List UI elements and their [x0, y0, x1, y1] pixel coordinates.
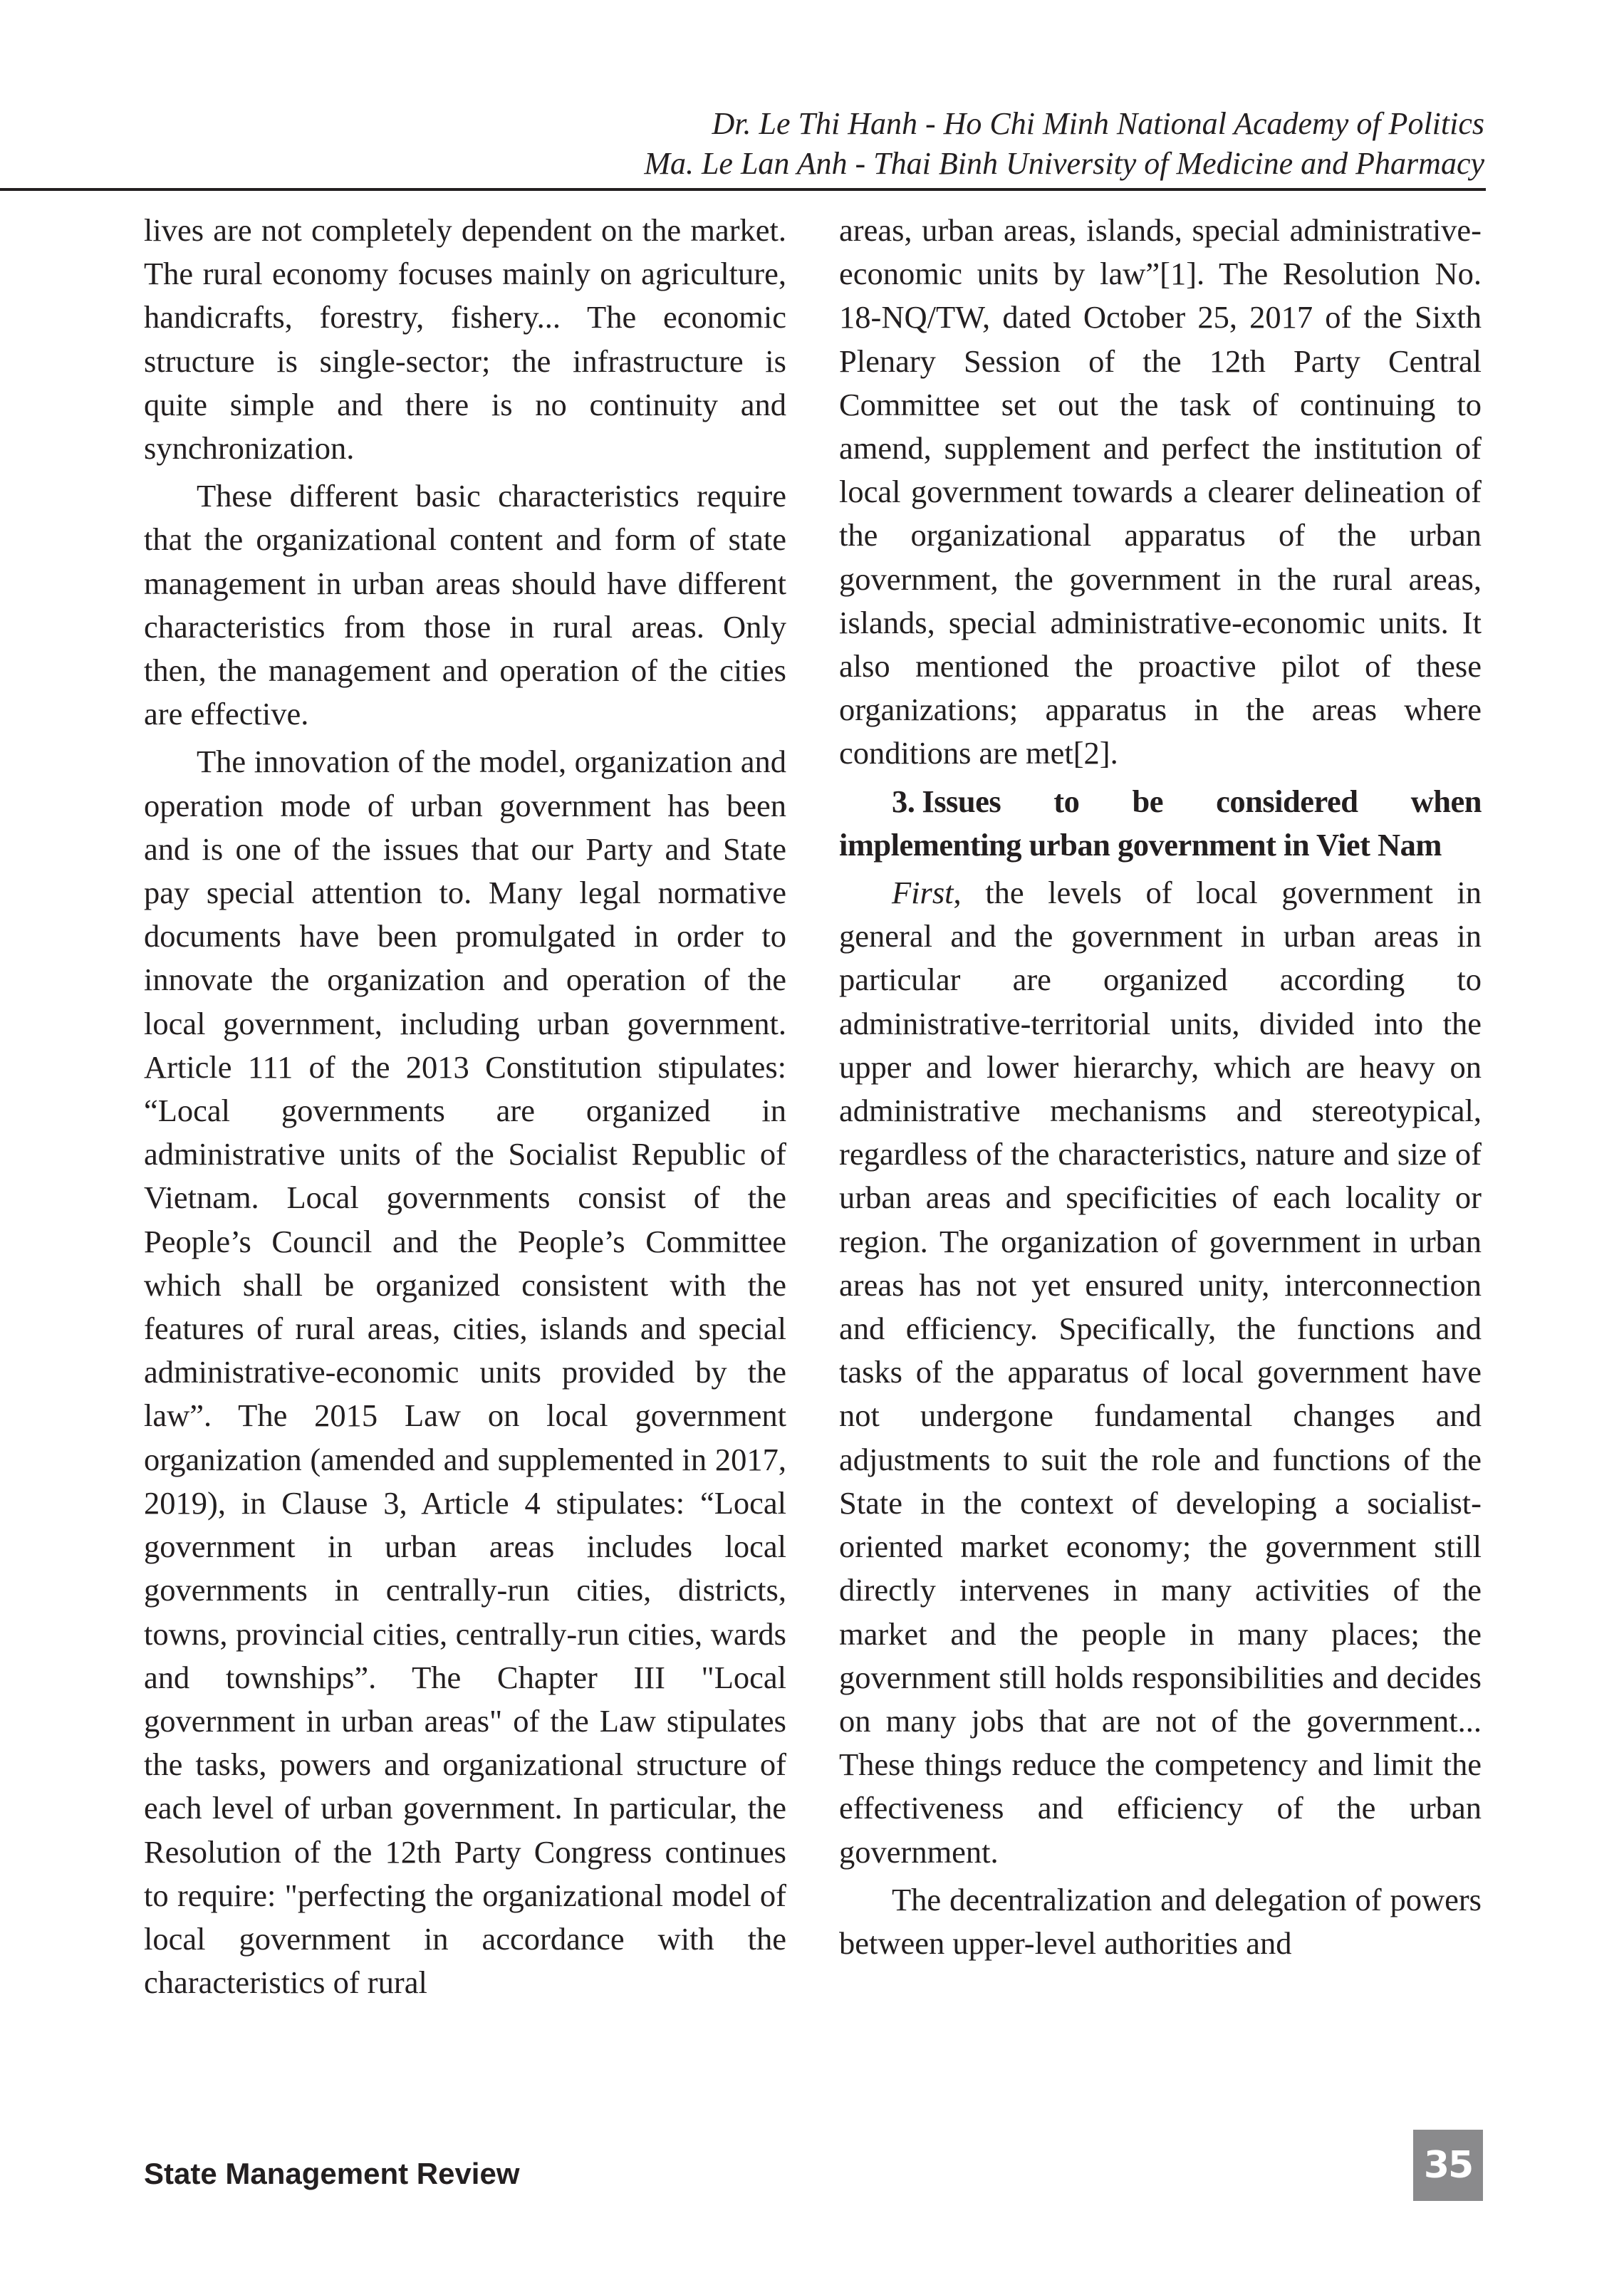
paragraph: The innovation of the model, organization and operation mode of urban government has been and is one of the issues that our Party and State pay special attention to. Many legal normative documents have been promulgated in order to innovate the organization and operation of the local government, including urban government. Article 111 of the 2013 Constitution stipulates: “Local governments are organized in administrative units of the Socialist Republic of Vietnam. Local governments consist of the People’s Council and the People’s Committee which shall be organized consistent with the features of rural areas, cities, islands and special administrative-economic units provided by the law”. The 2015 Law on local government organization (amended and supplemented in 2017, 2019), in Clause 3, Article 4 stipulates: “Local government in urban areas includes local governments in centrally-run cities, districts, towns, provincial cities, centrally-run cities, wards and townships”. The Chapter III "Local government in urban areas" of the Law stipulates the tasks, powers and organizational structure of each level of urban government. In particular, the Resolution of the 12th Party Congress continues to require: "perfecting the organizational model of local government in accordance with the characteristics of rural — [144, 744, 786, 2001]
paragraph: The decentralization and delegation of powers between upper-level authorities and — [839, 1881, 1482, 1961]
section-heading-text: Issues to be considered when implementing urban government in Viet Nam — [839, 783, 1482, 863]
left-column — [144, 209, 786, 2009]
paragraph: lives are not completely dependent on the market. The rural economy focuses mainly on agriculture, handicrafts, forestry, fishery... The economic structure is single-sector; the infrastructure is quite simple and there is no continuity and synchronization. — [144, 212, 786, 467]
header-author-2: Ma. Le Lan Anh - Thai Binh University of Medicine and Pharmacy — [644, 146, 1484, 181]
running-header — [558, 104, 1484, 184]
right-column — [839, 209, 1482, 1969]
journal-title: State Management Review — [144, 2157, 520, 2190]
paragraph — [839, 871, 1482, 1874]
page-number: 35 — [1413, 2130, 1483, 2201]
paragraph: These different basic characteristics require that the organizational content and form of state management in urban areas should have different characteristics from those in rural areas. Only then, the management and operation of the cities are effective. — [144, 478, 786, 732]
header-rule — [0, 188, 1486, 191]
section-heading-number: 3. — [892, 783, 915, 819]
paragraph: areas, urban areas, islands, special administrative-economic units by law”[1]. The Resolution No. 18-NQ/TW, dated October 25, 2017 of the Sixth Plenary Session of the 12th Party Central Committee set out the task of continuing to amend, supplement and perfect the institution of local government towards a clearer delineation of the organizational apparatus of the urban government, the government in the rural areas, islands, special administrative-economic units. It also mentioned the proactive pilot of these organizations; apparatus in the areas where conditions are met[2]. — [839, 212, 1482, 771]
section-heading — [839, 780, 1482, 867]
emphasis-first: First — [892, 875, 954, 911]
paragraph-text: , the levels of local government in general and the government in urban areas in particular are organized according to administrative-territorial units, divided into the upper and lower hierarchy, which are heavy on administrative mechanisms and stereotypical, regardless of the characteristics, nature and size of urban areas and specificities of each locality or region. The organization of government in urban areas has not yet ensured unity, interconnection and efficiency. Specifically, the functions and tasks of the apparatus of local government have not undergone fundamental changes and adjustments to suit the role and functions of the State in the context of developing a socialist-oriented market economy; the government still directly intervenes in many activities of the market and the people in many places; the government still holds responsibilities and decides on many jobs that are not of the government... These things reduce the competency and limit the effectiveness and efficiency of the urban government. — [839, 875, 1482, 1870]
header-author-1: Dr. Le Thi Hanh - Ho Chi Minh National Academy of Politics — [712, 106, 1484, 141]
